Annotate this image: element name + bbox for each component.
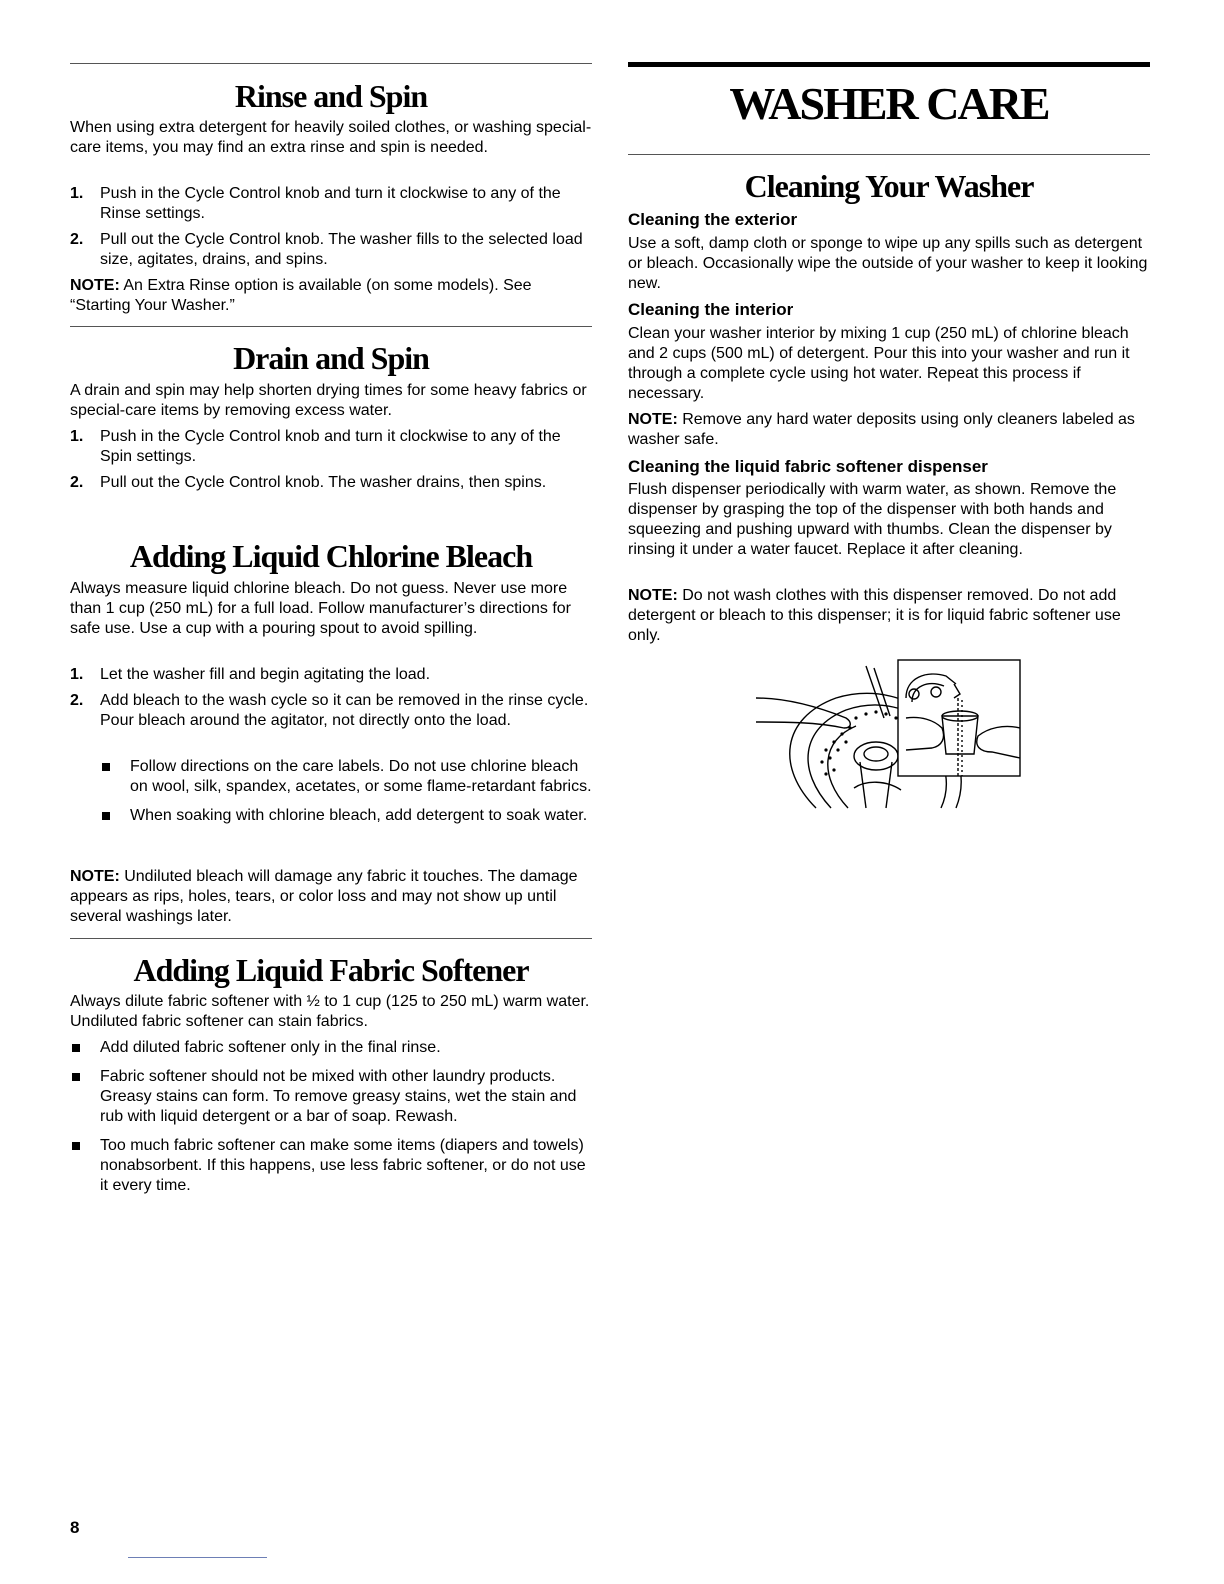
list-item: Follow directions on the care labels. Do not use chlorine bleach on wool, silk, spandex, acetates, or some flame-retardant fabrics. [100,757,592,797]
bullet-icon [102,763,110,771]
softener-intro: Always dilute fabric softener with ½ to 1 cup (125 to 250 mL) warm water. Undiluted fabric softener can stain fabrics. [70,993,590,1030]
drain-spin-steps [70,427,592,499]
exterior-text: Use a soft, damp cloth or sponge to wipe up any spills such as detergent or bleach. Occasionally wipe the outside of your washer to keep it looking new. [628,235,1148,292]
dispenser-text: Flush dispenser periodically with warm water, as shown. Remove the dispenser by grasping the top of the dispenser with both hands and squeezing and pushing upward with thumbs. Clean the dispenser by rinsing it under a water faucet. Replace it after cleaning. [628,481,1117,558]
dispenser-cleaning-illustration [756,658,1026,810]
list-item: 1. Push in the Cycle Control knob and turn it clockwise to any of the Spin settings. [70,428,561,465]
list-item: 1. Push in the Cycle Control knob and turn it clockwise to any of the Rinse settings. [70,185,561,222]
divider [70,938,592,939]
softener-bullets [70,1038,592,1205]
dispenser-note: NOTE: Do not wash clothes with this dispenser removed. Do not add detergent or bleach to this dispenser; it is for liquid fabric softener use only. [628,587,1121,644]
interior-note: NOTE: Remove any hard water deposits using only cleaners labeled as washer safe. [628,411,1135,448]
list-item: 2. Pull out the Cycle Control knob. The washer fills to the selected load size, agitates, drains, and spins. [70,231,583,268]
list-item: 2. Add bleach to the wash cycle so it can be removed in the rinse cycle. Pour bleach around the agitator, not directly onto the load. [70,692,589,729]
bullet-icon [72,1044,80,1052]
bleach-note: NOTE: Undiluted bleach will damage any fabric it touches. The damage appears as rips, holes, tears, or color loss and may not show up until several washings later. [70,868,578,925]
list-item: 2. Pull out the Cycle Control knob. The washer drains, then spins. [70,474,547,491]
interior-text: Clean your washer interior by mixing 1 cup (250 mL) of chlorine bleach and 2 cups (500 mL) of detergent. Pour this into your washer and run it through a complete cycle using hot water. Repeat this process if necessary. [628,325,1130,402]
page-number: 8 [70,1518,80,1537]
divider [70,63,592,64]
list-item: When soaking with chlorine bleach, add detergent to soak water. [100,806,592,826]
rinse-spin-title: Rinse and Spin [234,78,428,114]
rinse-spin-note: NOTE: An Extra Rinse option is available (on some models). See “Starting Your Washer.” [70,277,532,314]
bullet-icon [72,1073,80,1081]
list-item: Add diluted fabric softener only in the final rinse. [70,1038,592,1058]
interior-heading: Cleaning the interior [628,300,794,319]
footer-line [128,1557,267,1558]
bullet-icon [72,1142,80,1150]
divider [70,326,592,327]
bleach-intro: Always measure liquid chlorine bleach. Do not guess. Never use more than 1 cup (250 mL) for a full load. Follow manufacturer’s directions for safe use. Use a cup with a pouring spout to avoid spilling. [70,580,571,637]
bleach-steps [70,665,592,737]
list-item: Too much fabric softener can make some items (diapers and towels) nonabsorbent. If this happens, use less fabric softener, or do not use it every time. [70,1136,592,1196]
section-title: WASHER CARE [729,78,1049,129]
exterior-heading: Cleaning the exterior [628,210,798,229]
bleach-title: Adding Liquid Chlorine Bleach [129,538,533,574]
bleach-bullets [70,757,592,835]
rinse-spin-intro: When using extra detergent for heavily soiled clothes, or washing special-care items, you may find an extra rinse and spin is needed. [70,119,592,156]
list-item: 1. Let the washer fill and begin agitating the load. [70,666,431,683]
drain-spin-title: Drain and Spin [233,340,429,376]
bullet-icon [102,812,110,820]
softener-title: Adding Liquid Fabric Softener [133,952,529,988]
thick-rule [628,62,1150,67]
dispenser-heading: Cleaning the liquid fabric softener dispenser [628,457,988,476]
list-item: Fabric softener should not be mixed with other laundry products. Greasy stains can form. To remove greasy stains, wet the stain and rub with liquid detergent or a bar of soap. Rewash. [70,1067,592,1127]
rinse-spin-steps [70,184,592,276]
divider [628,154,1150,155]
cleaning-title: Cleaning Your Washer [744,168,1034,204]
drain-spin-intro: A drain and spin may help shorten drying times for some heavy fabrics or special-care items by removing excess water. [70,382,587,419]
